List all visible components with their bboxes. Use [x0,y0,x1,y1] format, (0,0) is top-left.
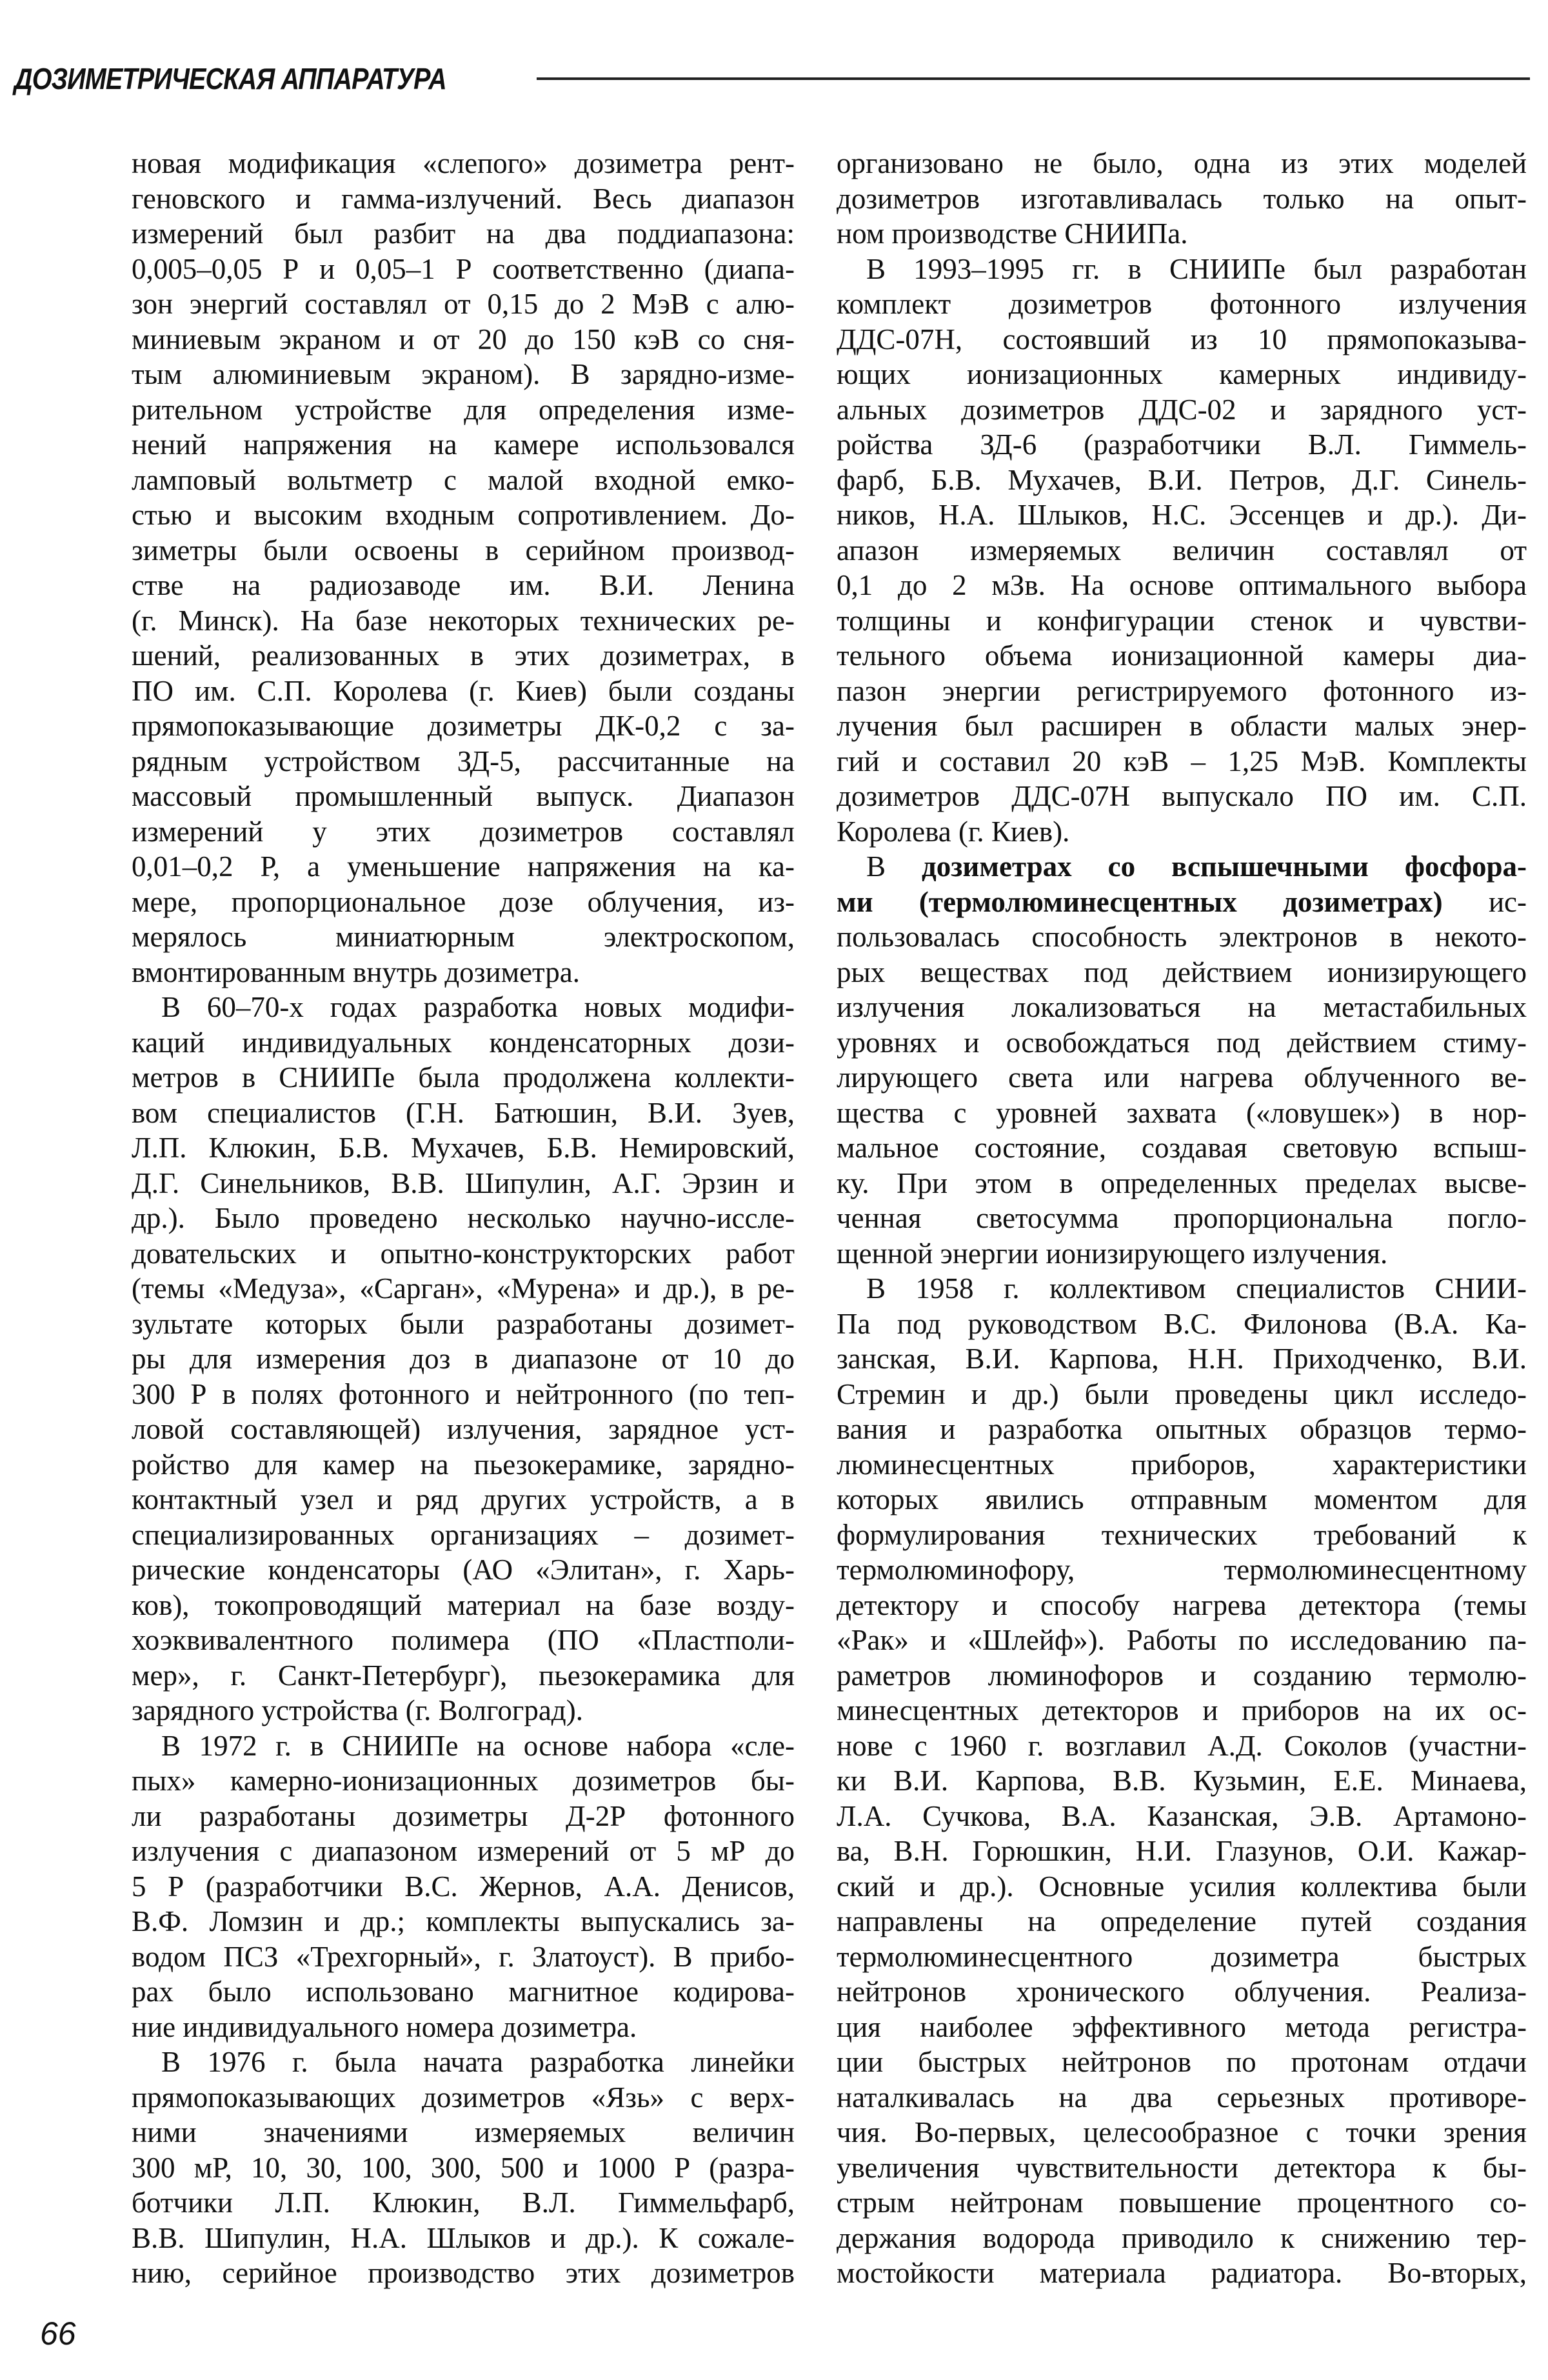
text-run: новая модификация «слепого» дозиметра рент- [132,147,795,179]
text-run: ПО им. С.П. Королева (г. Киев) были созданы [132,674,795,707]
text-line [132,2080,795,2115]
text-run: лирующего света или нагрева облученного ве- [837,1061,1527,1094]
text-line [132,919,795,955]
text-line [837,568,1527,603]
text-run: В 1976 г. была начата разработка линейки [161,2046,795,2078]
text-run: излучения с диапазоном измерений от 5 мР до [132,1835,795,1867]
text-line [132,1728,795,1764]
text-run: Л.П. Клюкин, Б.В. Мухачев, Б.В. Немировский, [132,1132,795,1164]
text-line [837,392,1527,428]
text-line [837,1377,1527,1412]
text-line [132,603,795,639]
text-line [837,1095,1527,1131]
text-line [837,849,1527,885]
text-run: В 1972 г. в СНИИПе на основе набора «сле- [161,1729,795,1762]
text-run: 300 Р в полях фотонного и нейтронного (по теп- [132,1377,795,1410]
text-line [132,216,795,252]
text-line [837,2221,1527,2256]
text-line [837,1834,1527,1869]
text-run: массовый промышленный выпуск. Диапазон [132,780,795,812]
text-run: ков), токопроводящий материал на базе возду- [132,1588,795,1621]
text-run: направлены на определение путей создания [837,1905,1527,1937]
text-run: 0,1 до 2 мЗв. На основе оптимального выбора [837,569,1527,601]
text-line [132,849,795,885]
text-line [837,638,1527,674]
text-line [837,1060,1527,1095]
text-run: шений, реализованных в этих дозиметрах, в [132,639,795,672]
text-line [837,708,1527,744]
text-run: др.). Было проведено несколько научно-иссле- [132,1202,795,1234]
text-line [132,392,795,428]
text-line [132,674,795,709]
text-line [837,1130,1527,1166]
text-run: прямопоказывающих дозиметров «Язь» с верх- [132,2081,795,2114]
text-run: рядным устройством ЗД-5, рассчитанные на [132,745,795,777]
text-run: ку. При этом в определенных пределах высве- [837,1166,1527,1199]
text-run: ция наиболее эффективного метода регистра- [837,2010,1527,2043]
text-run: наталкивалась на два серьезных противоре- [837,2081,1527,2114]
text-line [132,1377,795,1412]
text-run: контактный узел и ряд других устройств, а в [132,1483,795,1515]
text-run: термолюминофору, термолюминесцентному [837,1554,1527,1586]
text-line [837,990,1527,1025]
text-run: ном производстве СНИИПа. [837,217,1188,250]
text-run: ли разработаны дозиметры Д-2Р фотонного [132,1799,795,1832]
text-run: пользовалась способность электронов в некото- [837,921,1527,953]
text-run: щенной энергии ионизирующего излучения. [837,1237,1388,1270]
text-line [132,1447,795,1483]
text-run: ис- [1442,885,1527,918]
text-run: уровнях и освобождаться под действием стиму- [837,1026,1527,1059]
text-line [837,2150,1527,2186]
text-line [132,1025,795,1061]
text-line [132,2221,795,2256]
header-rule [537,77,1530,80]
text-line [837,1306,1527,1342]
text-line [837,1588,1527,1623]
text-line [837,1517,1527,1553]
text-line [132,252,795,287]
text-line [837,181,1527,217]
text-run: нений напряжения на камере использовался [132,428,795,461]
text-run: В 1993–1995 гг. в СНИИПе был разработан [866,252,1527,285]
text-line [132,1517,795,1553]
text-run: мерялось миниатюрным электроскопом, [132,921,795,953]
text-run: ние индивидуального номера дозиметра. [132,2010,637,2043]
text-line [132,1658,795,1694]
text-line [132,568,795,603]
text-line [837,357,1527,392]
text-line [132,463,795,498]
text-line [837,2010,1527,2045]
text-run: лучения был расширен в области малых энер- [837,710,1527,742]
text-run: рых веществах под действием ионизирующего [837,955,1527,988]
text-line [132,1588,795,1623]
text-line [132,1974,795,2010]
text-line [837,1341,1527,1377]
text-run: минесцентных детекторов и приборов на их ос- [837,1694,1527,1726]
text-line [132,181,795,217]
text-line [837,2115,1527,2150]
text-run: метров в СНИИПе была продолжена коллекти- [132,1061,795,1094]
text-line [132,1341,795,1377]
running-header [14,62,1530,95]
text-line [132,638,795,674]
text-line [837,603,1527,639]
text-line [837,252,1527,287]
text-line [132,1623,795,1658]
text-run: В [866,850,922,883]
text-run: зарядного устройства (г. Волгоград). [132,1694,583,1726]
text-line [837,1939,1527,1975]
text-run: рические конденсаторы (АО «Элитан», г. Харь- [132,1554,795,1586]
text-run: ки В.И. Карпова, В.В. Кузьмин, Е.Е. Минаева, [837,1765,1527,1797]
text-line [132,885,795,920]
text-run: ский и др.). Основные усилия коллектива были [837,1870,1527,1903]
text-line [837,1728,1527,1764]
text-run: нию, серийное производство этих дозиметров [132,2257,795,2289]
text-run: фарб, Б.В. Мухачев, В.И. Петров, Д.Г. Синель- [837,463,1527,496]
text-run: детектору и способу нагрева детектора (темы [837,1588,1527,1621]
text-run: 300 мР, 10, 30, 100, 300, 500 и 1000 Р (разра- [132,2151,795,2184]
text-run: излучения локализоваться на метастабильных [837,991,1527,1023]
text-line [837,533,1527,568]
text-run: В 60–70-х годах разработка новых модифи- [161,991,795,1023]
text-run: ченная светосумма пропорциональна погло- [837,1202,1527,1234]
text-line [837,286,1527,322]
text-run: стрым нейтронам повышение процентного со- [837,2186,1527,2219]
text-run: геновского и гамма-излучений. Весь диапазон [132,182,795,215]
text-line [132,2115,795,2150]
text-run: зиметры были освоены в серийном производ- [132,534,795,566]
text-line [132,427,795,463]
text-run: нове с 1960 г. возглавил А.Д. Соколов (участни- [837,1729,1527,1762]
text-line [132,744,795,779]
text-run: держания водорода приводило к снижению тер- [837,2221,1527,2254]
text-line [132,533,795,568]
text-run: стью и высоким входным сопротивлением. До- [132,499,795,531]
text-line [132,1130,795,1166]
text-line [837,1763,1527,1799]
text-run: Королева (г. Киев). [837,815,1070,848]
right-column [837,146,1527,2291]
text-line [132,2255,795,2291]
text-line [837,1166,1527,1201]
text-run: ры для измерения доз в диапазоне от 10 до [132,1343,795,1375]
text-line [132,1693,795,1728]
text-line [837,2080,1527,2115]
text-line [132,322,795,357]
text-line [132,1236,795,1272]
text-run: вания и разработка опытных образцов термо- [837,1413,1527,1445]
text-line [837,1693,1527,1728]
text-run: гий и составил 20 кэВ – 1,25 МэВ. Комплекты [837,745,1527,777]
text-run: 0,01–0,2 Р, а уменьшение напряжения на ка- [132,850,795,883]
text-run: чия. Во-первых, целесообразное с точки зрения [837,2116,1527,2148]
text-run: апазон измеряемых величин составлял от [837,534,1527,566]
text-run: Стремин и др.) были проведены цикл исследо- [837,1377,1527,1410]
text-line [837,1412,1527,1447]
text-run: измерений у этих дозиметров составлял [132,815,795,848]
text-line [837,2045,1527,2080]
text-line [132,146,795,181]
text-line [837,322,1527,357]
text-line [837,1974,1527,2010]
text-run: специализированных организациях – дозимет- [132,1518,795,1551]
text-line [837,2255,1527,2291]
text-line [132,1904,795,1939]
text-run: занская, В.И. Карпова, Н.Н. Приходченко, В.И. [837,1343,1527,1375]
text-line [837,1623,1527,1658]
text-line [837,1869,1527,1905]
text-run: комплект дозиметров фотонного излучения [837,288,1527,320]
text-line [132,1763,795,1799]
text-line [837,1025,1527,1061]
text-run: водом ПСЗ «Трехгорный», г. Златоуст). В прибо- [132,1940,795,1973]
text-run: ламповый вольтметр с малой входной емко- [132,463,795,496]
text-run: (темы «Медуза», «Сарган», «Мурена» и др.), в ре- [132,1272,795,1305]
text-run: тельного объема ионизационной камеры диа- [837,639,1527,672]
text-run: мальное состояние, создавая световую вспыш- [837,1132,1527,1164]
text-run: термолюминесцентного дозиметра быстрых [837,1940,1527,1973]
text-line [837,1799,1527,1834]
text-line [132,286,795,322]
text-run: вмонтированным внутрь дозиметра. [132,955,580,988]
text-line [837,955,1527,990]
text-run: которых явились отправным моментом для [837,1483,1527,1515]
text-run: дозиметров изготавливалась только на опыт- [837,182,1527,215]
text-run: раметров люминофоров и созданию термолю- [837,1659,1527,1692]
text-line [837,146,1527,181]
text-line [837,919,1527,955]
text-run: тым алюминиевым экраном). В зарядно-изме- [132,358,795,390]
text-line [132,1412,795,1447]
text-run: В.Ф. Ломзин и др.; комплекты выпускались за- [132,1905,795,1937]
text-run: пых» камерно-ионизационных дозиметров бы- [132,1765,795,1797]
text-line [837,216,1527,252]
text-run: «Рак» и «Шлейф»). Работы по исследованию па- [837,1624,1527,1656]
text-run: хоэквивалентного полимера (ПО «Пластполи- [132,1624,795,1656]
text-line [837,1447,1527,1483]
text-line [837,427,1527,463]
text-line [837,463,1527,498]
text-run: 5 Р (разработчики В.С. Жернов, А.А. Денисов, [132,1870,795,1903]
text-run: ющих ионизационных камерных индивиду- [837,358,1527,390]
text-run: ройство для камер на пьезокерамике, зарядно- [132,1448,795,1481]
page-number: 66 [40,2315,76,2352]
section-title: ДОЗИМЕТРИЧЕСКАЯ АППАРАТУРА [14,62,446,95]
text-run: пазон энергии регистрируемого фотонного из- [837,674,1527,707]
text-run: мере, пропорциональное дозе облучения, из- [132,885,795,918]
text-run: ловой составляющей) излучения, зарядное уст- [132,1413,795,1445]
text-run: формулирования технических требований к [837,1518,1527,1551]
text-run: довательских и опытно-конструкторских работ [132,1237,795,1270]
text-run: В.В. Шипулин, Н.А. Шлыков и др.). К сожале- [132,2221,795,2254]
text-run: увеличения чувствительности детектора к бы- [837,2151,1527,2184]
text-line [132,1306,795,1342]
text-run: ва, В.Н. Горюшкин, Н.И. Глазунов, О.И. Кажар- [837,1835,1527,1867]
text-line [837,1201,1527,1236]
text-run: каций индивидуальных конденсаторных дози- [132,1026,795,1059]
text-line [132,1271,795,1306]
text-line [132,814,795,850]
text-run: Д.Г. Синельников, В.В. Шипулин, А.Г. Эрзин и [132,1166,795,1199]
text-line [132,1095,795,1131]
text-line [837,744,1527,779]
text-line [837,1904,1527,1939]
text-line [132,779,795,814]
text-line [132,708,795,744]
text-run: организовано не было, одна из этих моделей [837,147,1527,179]
text-run: ройства ЗД-6 (разработчики В.Л. Гиммель- [837,428,1527,461]
text-line [132,2045,795,2080]
text-run: люминесцентных приборов, характеристики [837,1448,1527,1481]
text-run: зон энергий составлял от 0,15 до 2 МэВ с алю- [132,288,795,320]
text-run: ДДС-07Н, состоявший из 10 прямопоказыва- [837,323,1527,355]
bold-term: ми (термолюминесцентных дозиметрах) [837,885,1443,918]
text-line [132,1552,795,1588]
text-line [837,497,1527,533]
text-line [132,990,795,1025]
text-line [837,674,1527,709]
text-line [837,1482,1527,1517]
text-run: Па под руководством В.С. Филонова (В.А. Ка- [837,1307,1527,1340]
text-line [132,2185,795,2221]
text-line [837,1552,1527,1588]
bold-term: дозиметрах со вспышечными фосфора- [922,850,1527,883]
text-run: альных дозиметров ДДС-02 и зарядного уст- [837,393,1527,426]
text-run: измерений был разбит на два поддиапазона: [132,217,795,250]
text-line [837,1658,1527,1694]
text-line [132,1799,795,1834]
text-line [837,1271,1527,1306]
text-run: рительном устройстве для определения изме- [132,393,795,426]
text-line [132,1834,795,1869]
text-run: нейтронов хронического облучения. Реализа- [837,1975,1527,2008]
text-run: мер», г. Санкт-Петербург), пьезокерамика для [132,1659,795,1692]
text-line [132,497,795,533]
text-run: (г. Минск). На базе некоторых технических ре- [132,604,795,637]
text-line [132,357,795,392]
text-run: мостойкости материала радиатора. Во-вторых, [837,2257,1527,2289]
text-line [837,1236,1527,1272]
text-run: миниевым экраном и от 20 до 150 кэВ со сня- [132,323,795,355]
text-line [132,1166,795,1201]
text-run: ции быстрых нейтронов по протонам отдачи [837,2046,1527,2078]
text-run: толщины и конфигурации стенок и чувстви- [837,604,1527,637]
text-run: ботчики Л.П. Клюкин, В.Л. Гиммельфарб, [132,2186,795,2219]
text-run: стве на радиозаводе им. В.И. Ленина [132,569,795,601]
text-run: ними значениями измеряемых величин [132,2116,795,2148]
text-line [132,955,795,990]
text-run: щества с уровней захвата («ловушек») в нор- [837,1096,1527,1129]
text-line [837,779,1527,814]
text-run: дозиметров ДДС-07Н выпускало ПО им. С.П. [837,780,1527,812]
text-line [132,1060,795,1095]
text-run: 0,005–0,05 Р и 0,05–1 Р соответственно (диапа- [132,252,795,285]
text-line [132,1939,795,1975]
text-line [837,885,1527,920]
text-run: прямопоказывающие дозиметры ДК-0,2 с за- [132,710,795,742]
text-run: вом специалистов (Г.Н. Батюшин, В.И. Зуев, [132,1096,795,1129]
text-line [132,2150,795,2186]
text-run: В 1958 г. коллективом специалистов СНИИ- [866,1272,1527,1305]
text-line [837,814,1527,850]
left-column [132,146,795,2291]
text-run: ников, Н.А. Шлыков, Н.С. Эссенцев и др.). Ди- [837,499,1527,531]
text-line [132,1482,795,1517]
text-run: рах было использовано магнитное кодирова- [132,1975,795,2008]
text-line [837,2185,1527,2221]
text-line [132,1869,795,1905]
text-line [132,2010,795,2045]
text-run: Л.А. Сучкова, В.А. Казанская, Э.В. Артамоно- [837,1799,1527,1832]
text-run: зультате которых были разработаны дозимет- [132,1307,795,1340]
text-line [132,1201,795,1236]
